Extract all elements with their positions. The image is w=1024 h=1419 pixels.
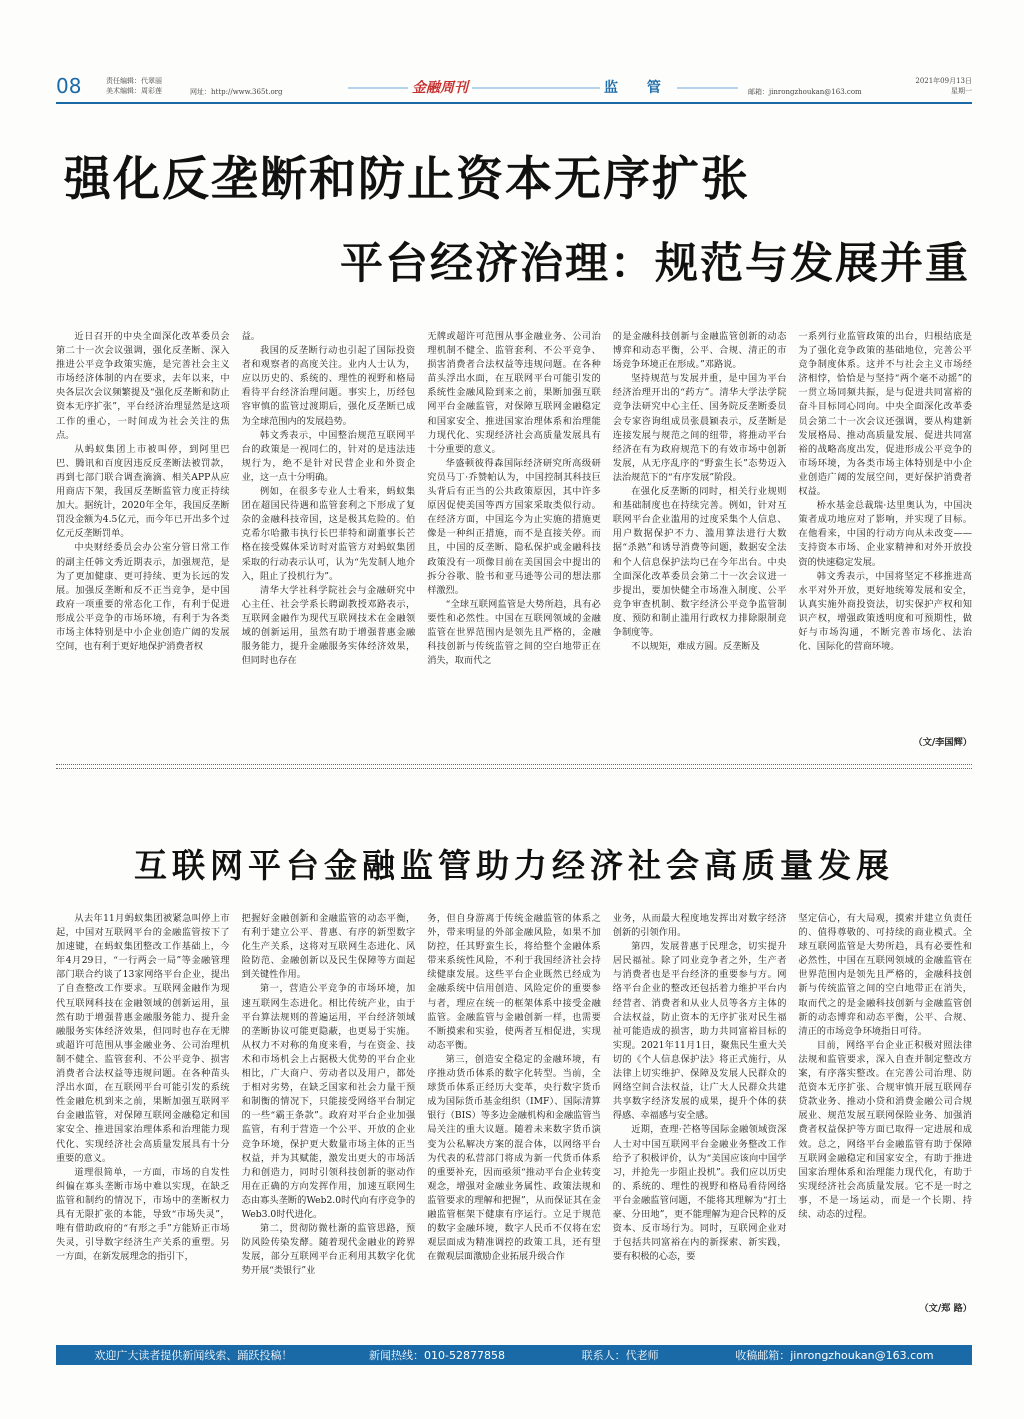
article2-column bbox=[798, 912, 972, 1332]
paragraph: “全球互联网监管是大势所趋，具有必要性和必然性。中国在互联网领域的金融监管在世界范围内是领先且严格的，金融科技创新与传统监管之间的空白地带正在消失，取而代之 bbox=[427, 598, 601, 667]
footer-bar bbox=[56, 1345, 972, 1365]
paragraph: 无牌或超许可范围从事金融业务、公司治理机制不健全、监管套利、不公平竞争、损害消费者合法权益等违规问题。在各种苗头浮出水面，在互联网平台可能引发的系统性金融风险到来之前，果断加强互联网平台金融监管，对保障互联网金融稳定和国家安全、推进国家治理体系和治理能力现代化、实现经济社会高质量发展具有十分重要的意义。 bbox=[427, 331, 601, 455]
paragraph: 道理很简单，一方面，市场的自发性纠偏在寡头垄断市场中难以实现，在缺乏监管和制约的情况下，市场中的垄断权力具有无限扩张的本能，导致“市场失灵”，唯有借助政府的“有形之手”方能矫正市场失灵，引导数字经济生产关系的重塑。另一方面，在新发展理念的指引下， bbox=[56, 1166, 230, 1263]
paragraph: 中央财经委员会办公室分管日常工作的副主任韩文秀近期表示，加强规范，是为了更加健康、更可持续、更为长远的发展。加强反垄断和反不正当竞争，是中国政府一项重要的常态化工作，有利于促进形成公平竞争的市场环境，有利于为各类市场主体特别是中小企业创造广阔的发展空间，也有利于更好地保护消费者权 bbox=[56, 542, 230, 653]
paragraph: 从蚂蚁集团上市被叫停，到阿里巴巴、腾讯和百度因违反反垄断法被罚款，再到七部门联合调查滴滴、相关APP从应用商店下架，我国反垄断监管力度正持续加大。据统计，2020年全年，我国反垄断罚没金额为4.5亿元，而今年已开出多个过亿元反垄断罚单。 bbox=[56, 443, 230, 540]
article1-column bbox=[798, 330, 972, 750]
paragraph: 从去年11月蚂蚁集团被紧急叫停上市起，中国对互联网平台的金融监管按下了加速键，在蚂蚁集团整改工作基础上，今年4月29日，“一行两会一局”等金融管理部门联合约谈了13家网络平台企业，提出了自查整改工作要求。互联网金融作为现代互联网科技在金融领域的创新运用，虽然有助于增强普惠金融服务能力、提升金融服务实体经济效果，但同时也存在无牌或超许可范围从事金融业务、公司治理机制不健全、监管套利、不公平竞争、损害消费者合法权益等违规问题。在各种苗头浮出水面，在互联网平台可能引发的系统性金融危机到来之前，果断加强互联网平台金融监管，对保障互联网金融稳定和国家安全、推进国家治理体系和治理能力现代化、实现经济社会高质量发展具有十分重要的意义。 bbox=[56, 913, 230, 1164]
article2-headline: 互联网平台金融监管助力经济社会高质量发展 bbox=[134, 846, 894, 885]
footer-hotline: 新闻热线：010-52877858 bbox=[368, 1349, 505, 1362]
paragraph: 坚持规范与发展并重，是中国为平台经济治理开出的“药方”。清华大学法学院竞争法研究中心主任、国务院反垄断委员会专家咨询组成员张晨颖表示，反垄断是连接发展与规范之间的纽带，将推动平台经济在有为政府规范下的有效市场中创新发展，从无序乱序的“野蛮生长”态势迈入法治规范下的“有序发展”阶段。 bbox=[612, 373, 787, 483]
section-divider bbox=[56, 768, 972, 769]
paragraph: 韩文秀表示，中国整治规范互联网平台的政策是一视同仁的，针对的是违法违规行为，绝不是针对民营企业和外资企业，这一点十分明确。 bbox=[241, 429, 416, 483]
issue-date-block bbox=[915, 76, 972, 96]
article2-column bbox=[56, 912, 230, 1332]
brand-wave bbox=[348, 87, 738, 89]
paragraph: 我国的反垄断行动也引起了国际投资者和观察者的高度关注。业内人士认为，应以历史的、系统的、理性的视野和格局看待平台经济治理问题。事实上，历经包容审慎的监管过渡期后，强化反垄断已成为全球范围内的发展趋势。 bbox=[241, 345, 416, 427]
brand-bar bbox=[348, 77, 738, 97]
paragraph: 一系列行业监管政策的出台，归根结底是为了强化竞争政策的基础地位，完善公平竞争制度体系。这并不与社会主义市场经济相悖，恰恰是与坚持“两个毫不动摇”的一贯立场同频共振，是与促进共同富裕的奋斗目标同心同向。中央全面深化改革委员会第二十一次会议还强调，要从构建新发展格局、推动高质量发展、促进共同富裕的战略高度出发，促进形成公平竞争的市场环境，为各类市场主体特别是中小企业创造广阔的发展空间，更好保护消费者权益。 bbox=[798, 331, 972, 498]
editor-credits bbox=[106, 76, 162, 96]
article1-column bbox=[613, 330, 787, 750]
footer-contact: 联系人：代老师 bbox=[581, 1349, 659, 1362]
article2-body bbox=[56, 912, 972, 1332]
page-header bbox=[56, 74, 972, 102]
paragraph: 不以规矩，难成方圆。反垄断及 bbox=[631, 641, 760, 653]
issue-date: 2021年09月13日 bbox=[915, 77, 972, 85]
footer-email: 收稿邮箱：jinrongzhoukan@163.com bbox=[735, 1349, 934, 1362]
paragraph: 近期，查理·芒格等国际金融领域资深人士对中国互联网平台金融业务整改工作给予了积极评价，认为“美国应该向中国学习，并抢先一步阻止投机”。我们应以历史的、系统的、理性的视野和格局看待网络平台金融监管问题，不能将其理解为“打土豪、分田地”，更不能理解为迎合民粹的反资本、反市场行为。同时，互联网企业对于包括共同富裕在内的新探索、新实践，要有积极的心态，要 bbox=[612, 1124, 787, 1263]
paragraph: 第一，营造公平竞争的市场环境，加速互联网生态进化。相比传统产业，由于平台算法规则的普遍运用，平台经济领域的垄断协议可能更隐蔽，也更易于实施。从权力不对称的角度来看，与在资金、技术和市场机会上占据极大优势的平台企业相比，广大商户、劳动者以及用户，都处于相对劣势，在缺乏国家和社会力量干预和制衡的情况下，只能接受网络平台制定的一些“霸王条款”。政府对平台企业加强监管，有利于营造一个公平、开放的企业竞争环境，保护更大数量市场主体的正当权益，并为其赋能，激发出更大的市场活力和创造力，同时引领科技创新的驱动作用在正确的方向发挥作用，加速互联网生态由寡头垄断的Web2.0时代向有序竞争的Web3.0时代进化。 bbox=[241, 983, 416, 1220]
article1-column bbox=[242, 330, 416, 750]
section-divider bbox=[56, 764, 972, 765]
article2-column bbox=[613, 912, 787, 1332]
article2-column bbox=[242, 912, 416, 1332]
paragraph: 坚定信心，有大局观，摸索并建立负责任的、值得尊敬的、可持续的商业模式。全球互联网监管是大势所趋，具有必要性和必然性，中国在互联网领域的金融监管在世界范围内是领先且严格的，金融科技创新与传统监管之间的空白地带正在消失，取而代之的是金融科技创新与金融监管创新的动态博弈和动态平衡，公平、合规、清正的市场竞争环境指日可待。 bbox=[798, 913, 972, 1037]
article2-byline: （文/郑 路） bbox=[919, 1303, 972, 1314]
brand-logo: 金融周刊 bbox=[408, 77, 472, 97]
article1-column bbox=[427, 330, 601, 750]
page-number: 08 bbox=[56, 74, 82, 98]
paragraph: 第三，创造安全稳定的金融环境，有序推动货币体系的数字化转型。当前，全球货币体系正经历大变革，央行数字货币成为国际货币基金组织（IMF）、国际清算银行（BIS）等多边金融机构和金融监管当局关注的重大议题。随着未来数字货币演变为公私解决方案的混合体，以网络平台为代表的私营部门将成为新一代货币体系的重要补充，因而亟须“推动平台企业转变观念，增强对金融业务属性、政策法规和监管要求的理解和把握”，从而保证其在金融监管框架下健康有序运行。立足于规范的数字金融环境，数字人民币不仅将在宏观层面成为精准调控的政策工具，还有望在微观层面激励企业拓展升级合作 bbox=[427, 1053, 601, 1263]
paragraph: 务，但自身游离于传统金融监管的体系之外，带来明显的外部金融风险，如果不加防控，任其野蛮生长，将给整个金融体系带来系统性风险，不利于我国经济社会持续健康发展。这些平台企业既然已经成为金融系统中信用创造、风险定价的重要参与者，理应在统一的框架体系中接受金融监管。金融监管与金融创新一样，也需要不断摸索和实验，使两者互相促进，实现动态平衡。 bbox=[427, 913, 601, 1051]
header-email: 邮箱：jinrongzhoukan@163.com bbox=[748, 88, 862, 96]
paragraph: 业务，从而最大程度地发挥出对数字经济创新的引领作用。 bbox=[612, 913, 787, 939]
article1-byline: （文/李国辉） bbox=[913, 737, 972, 748]
paragraph: 清华大学社科学院社会与金融研究中心主任、社会学系长聘副教授邓路表示，互联网金融作为现代互联网技术在金融领域的创新运用，虽然有助于增强普惠金融服务能力，提升金融服务实体经济效果，但同时也存在 bbox=[241, 584, 416, 667]
article2-column bbox=[427, 912, 601, 1332]
section-name: 监 管 bbox=[600, 77, 677, 97]
header-rule bbox=[56, 102, 972, 104]
article1-headline: 强化反垄断和防止资本无序扩张 bbox=[64, 152, 750, 207]
paragraph: 华盛顿彼得森国际经济研究所高级研究员马丁·乔赞帕认为，中国控制其科技巨头背后有正当的公共政策原因，其中许多原因促使美国等西方国家采取类似行动。在经济方面，中国迄今为止实施的措施更像是一种纠正措施，而不是直接关停。而且，中国的反垄断、隐私保护或金融科技政策没有一项像目前在美国国会中提出的拆分谷歌、脸书和亚马逊等公司的想法那样激烈。 bbox=[427, 457, 601, 596]
website-url: 网址：http://www.365t.org bbox=[190, 88, 283, 96]
paragraph: 益。 bbox=[241, 331, 260, 342]
paragraph: 在强化反垄断的同时，相关行业规则和基础制度也在持续完善。例如，针对互联网平台企业滥用的过度采集个人信息、用户数据保护不力、滥用算法进行大数据“杀熟”和诱导消费等问题，数据安全法和个人信息保护法均已在今年出台。中央全面深化改革委员会第二十一次会议进一步提出，要加快健全市场准入制度、公平竞争审查机制、数字经济公平竞争监管制度、预防和制止滥用行政权力排除限制竞争制度等。 bbox=[612, 486, 787, 638]
article1-subheadline: 平台经济治理：规范与发展并重 bbox=[340, 239, 970, 289]
article1-body bbox=[56, 330, 972, 750]
issue-weekday: 星期一 bbox=[951, 87, 972, 95]
designer-line: 美术编辑：周彩莲 bbox=[106, 87, 162, 95]
paragraph: 韩文秀表示，中国将坚定不移推进高水平对外开放，更好地统筹发展和安全，认真实施外商投资法，切实保护产权和知识产权，增强政策透明度和可预期性，做好与市场沟通，不断完善市场化、法治化、国际化的营商环境。 bbox=[798, 570, 972, 653]
editor-line: 责任编辑：代翠丽 bbox=[106, 77, 162, 85]
paragraph: 近日召开的中央全面深化改革委员会第二十一次会议强调，强化反垄断、深入推进公平竞争政策实施，是完善社会主义市场经济体制的内在要求，去年以来，中央各层次会议频繁提及“强化反垄断和防止资本无序扩张”，平台经济治理显然是这项工作的重心，一时间成为社会关注的焦点。 bbox=[56, 331, 230, 441]
paragraph: 的是金融科技创新与金融监管创新的动态博弈和动态平衡，公平、合规、清正的市场竞争环境正在形成。”邓路说。 bbox=[612, 331, 787, 371]
paragraph: 目前，网络平台企业正积极对照法律法规和监管要求，深入自查并制定整改方案，有序落实整改。在完善公司治理、防范资本无序扩张、合规审慎开展互联网存贷款业务、推动小贷和消费金融公司合规展业、规范发展互联网保险业务、加强消费者权益保护等方面已取得一定进展和成效。总之，网络平台金融监管有助于保障互联网金融稳定和国家安全，有助于推进国家治理体系和治理能力现代化，有助于实现经济社会高质量发展。它不是一时之事，不是一场运动，而是一个长期、持续、动态的过程。 bbox=[798, 1039, 972, 1220]
footer-welcome: 欢迎广大读者提供新闻线索、踊跃投稿！ bbox=[94, 1349, 293, 1362]
article1-column bbox=[56, 330, 230, 750]
paragraph: 桥水基金总裁瑞·达里奥认为，中国决策者成功地应对了影响，并实现了目标。在他看来，中国的行动方向从未改变——支持资本市场、企业家精神和对外开放投资的快速稳定发展。 bbox=[798, 500, 972, 568]
paragraph: 第四，发展普惠于民理念，切实提升居民福祉。除了同业竞争者之外，生产者与消费者也是平台经济的重要参与方。网络平台企业的整改还包括着力维护平台内经营者、消费者和从业人员等各方主体的合法权益，防止资本的无序扩张对民生福祉可能造成的损害，助力共同富裕目标的实现。2021年11月1日，聚焦民生重大关切的《个人信息保护法》将正式施行，从法律上切实维护、保障及发展人民群众的网络空间合法权益，让广大人民群众共建共享数字经济发展的成果，提升个体的获得感、幸福感与安全感。 bbox=[612, 941, 787, 1122]
paragraph: 例如，在很多专业人士看来，蚂蚁集团在超国民待遇和监管套利之下形成了复杂的金融科技帝国，这是极其危险的。伯克希尔哈撒韦执行长巴菲特和副董事长芒格在接受媒体采访时对监管方对蚂蚁集团采取的行动表示认可，认为“先发制人地介入，阻止了投机行为”。 bbox=[241, 486, 416, 582]
paragraph: 第二，贯彻防微杜渐的监管思路，预防风险传染发酵。随着现代金融业的跨界发展，部分互联网平台正利用其数字化优势开展“类银行”业 bbox=[241, 1223, 416, 1277]
paragraph: 把握好金融创新和金融监管的动态平衡，有利于建立公平、普惠、有序的新型数字化生产关系，这将对互联网生态进化、风险防范、金融创新以及民生保障等方面起到关键性作用。 bbox=[241, 913, 416, 981]
